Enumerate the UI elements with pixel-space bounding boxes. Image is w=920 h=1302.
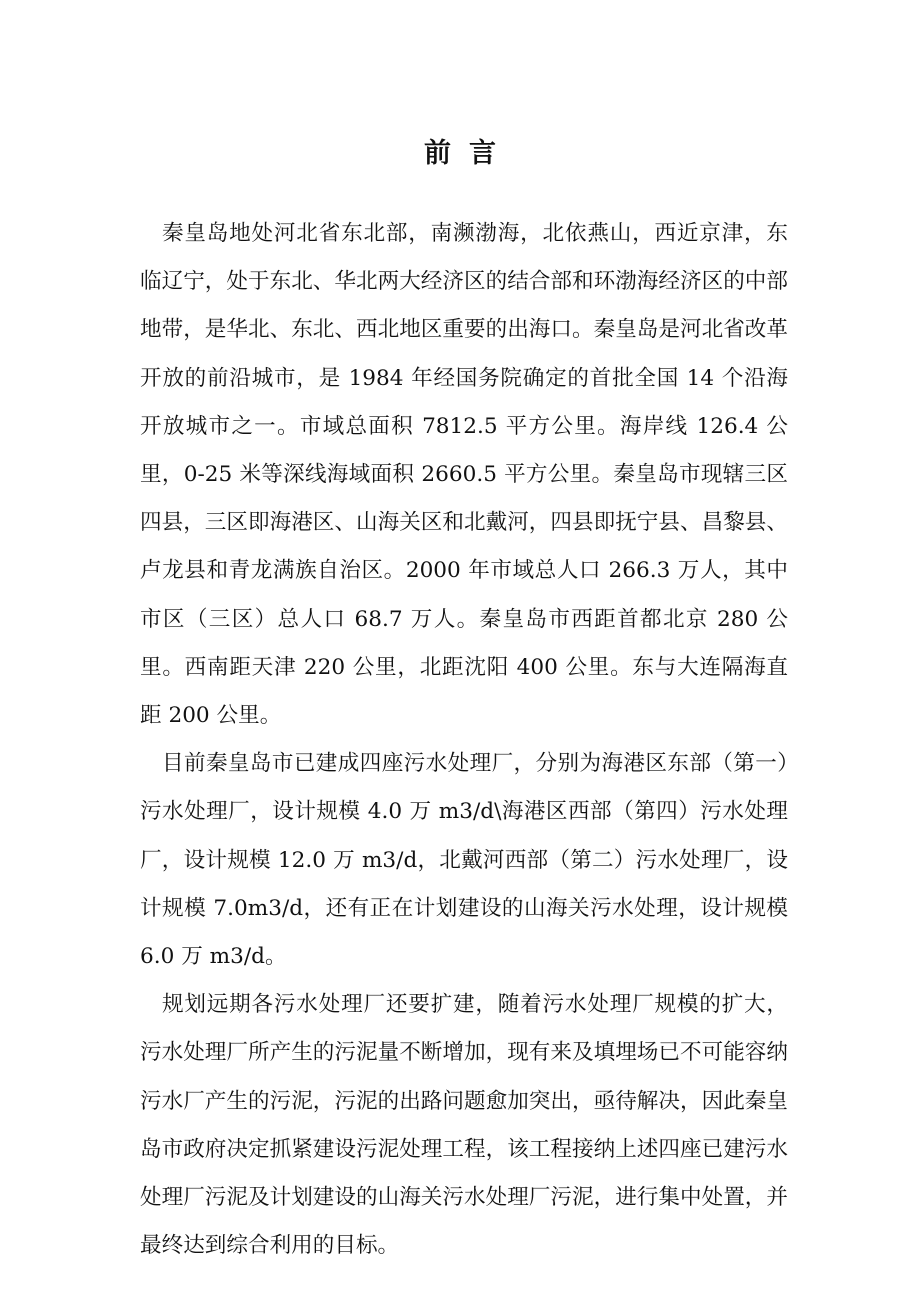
page-title: 前言	[424, 138, 514, 170]
paragraph-wastewater-plants: 目前秦皇岛市已建成四座污水处理厂，分别为海港区东部（第一）污水处理厂，设计规模 4.0 万 m3/d\海港区西部（第四）污水处理厂，设计规模 12.0 万 m3/d，北戴河西部（第二）污水处理厂，设计规模 7.0m3/d，还有正在计划建设的山海关污水处理，设计规模 6.0 万 m3/d。	[140, 751, 788, 970]
paragraph-sludge-project: 规划远期各污水处理厂还要扩建，随着污水处理厂规模的扩大，污水处理厂所产生的污泥量不断增加，现有来及填埋场已不可能容纳污水厂产生的污泥，污泥的出路问题愈加突出，亟待解决，因此秦皇岛市政府决定抓紧建设污泥处理工程，该工程接纳上述四座已建污水处理厂污泥及计划建设的山海关污水处理厂污泥，进行集中处置，并最终达到综合利用的目标。	[140, 992, 788, 1259]
body-text	[140, 210, 788, 1270]
paragraph-location: 秦皇岛地处河北省东北部，南濒渤海，北依燕山，西近京津，东临辽宁，处于东北、华北两大经济区的结合部和环渤海经济区的中部地带，是华北、东北、西北地区重要的出海口。秦皇岛是河北省改革开放的前沿城市，是 1984 年经国务院确定的首批全国 14 个沿海开放城市之一。市域总面积 7812.5 平方公里。海岸线 126.4 公里，0-25 米等深线海域面积 2660.5 平方公里。秦皇岛市现辖三区四县，三区即海港区、山海关区和北戴河，四县即抚宁县、昌黎县、卢龙县和青龙满族自治区。2000 年市域总人口 266.3 万人，其中市区（三区）总人口 68.7 万人。秦皇岛市西距首都北京 280 公里。西南距天津 220 公里，北距沈阳 400 公里。东与大连隔海直距 200 公里。	[140, 221, 788, 729]
